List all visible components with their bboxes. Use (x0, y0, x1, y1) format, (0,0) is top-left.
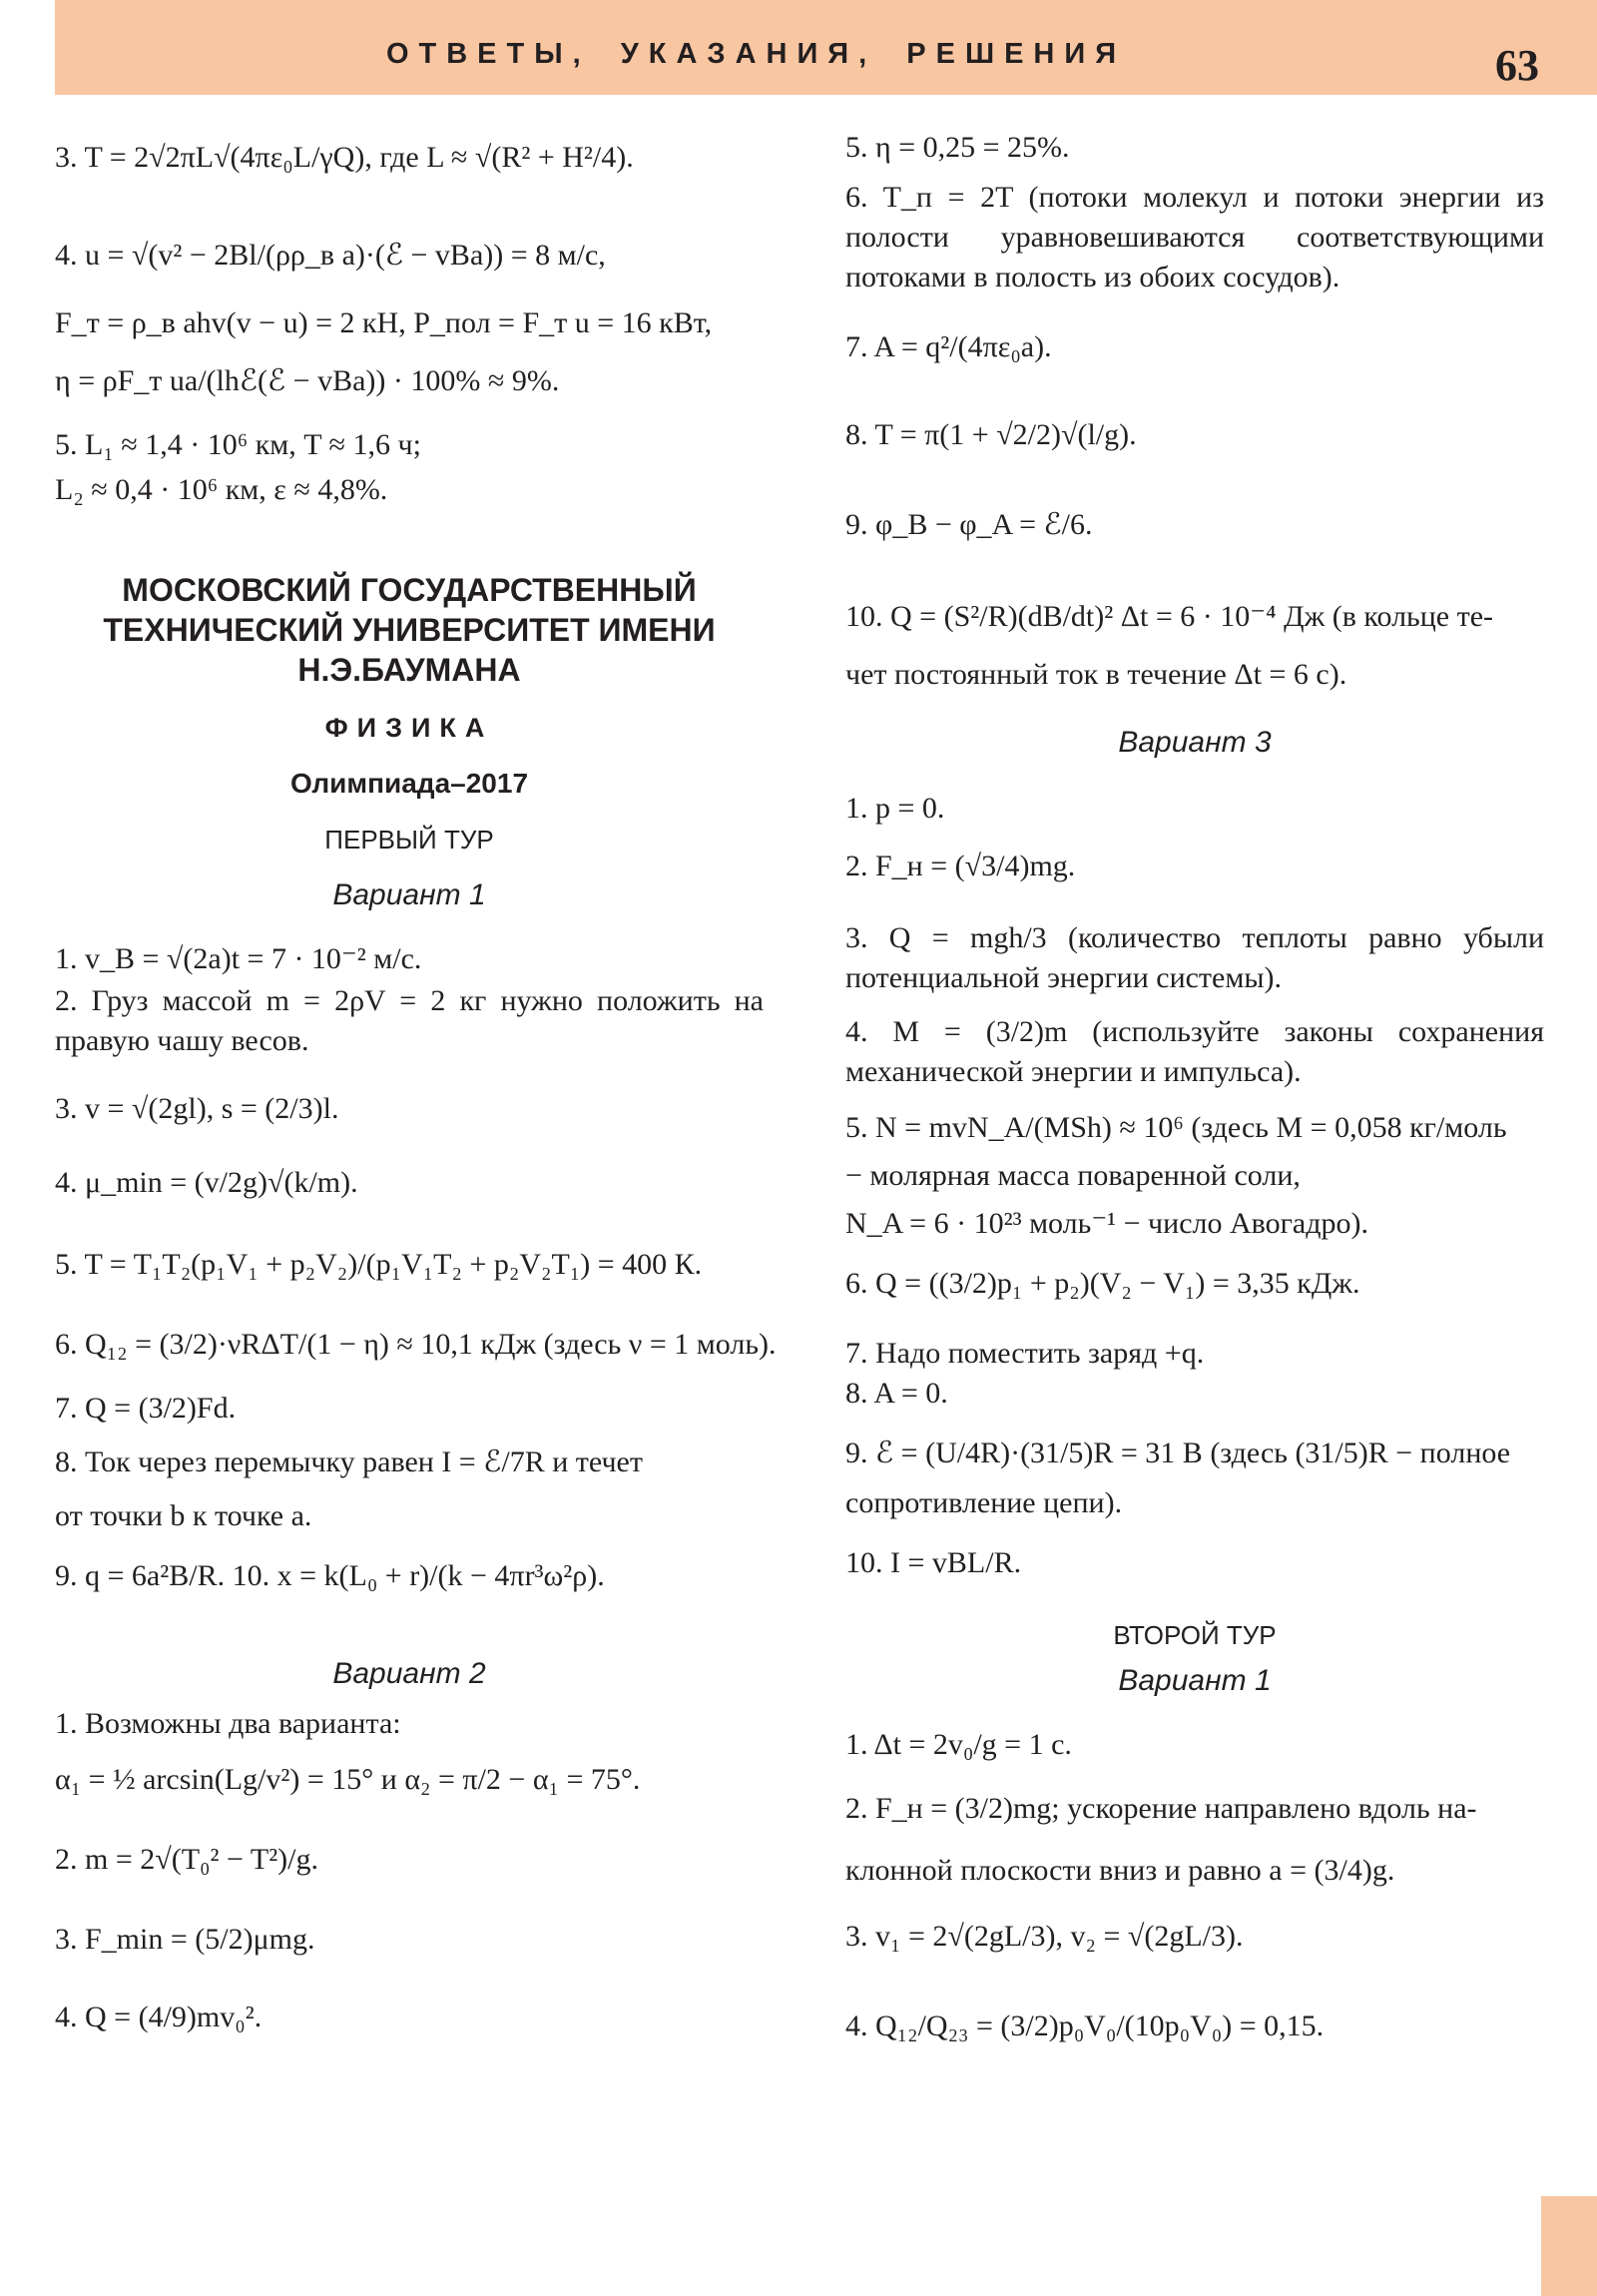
answer-line: 8. T = π(1 + √2/2)√(l/g). (845, 418, 1137, 451)
answer-line: 10. I = vBL/R. (845, 1546, 1022, 1579)
answer-line: 3. T = 2√2πL√(4πε₀L/γQ), где L ≈ √(R² + H²/4). (55, 141, 634, 174)
answer-line: 3. v₁ = 2√(2gL/3), v₂ = √(2gL/3). (845, 1920, 1244, 1953)
answer-line: 1. Δt = 2v₀/g = 1 с. (845, 1728, 1072, 1761)
answer-line: 10. Q = (S²/R)(dB/dt)² Δt = 6 · 10⁻⁴ Дж (в кольце те- (845, 600, 1494, 633)
running-header (55, 0, 1597, 95)
page-number: 63 (1495, 41, 1539, 90)
answer-line: F_т = ρ_в ahv(v − u) = 2 кН, P_пол = F_т u = 16 кВт, (55, 306, 713, 339)
answer-line: 1. v_B = √(2a)t = 7 · 10⁻² м/с. (55, 942, 422, 975)
answer-line: 1. Возможны два варианта: (55, 1707, 401, 1740)
round-heading: ВТОРОЙ ТУР (1113, 1620, 1277, 1650)
answer-line: 4. Q = (4/9)mv₀². (55, 2001, 263, 2033)
answer-line: 6. T_п = 2T (потоки молекул и потоки энергии из полости уравновешиваются соответствующими потоками в полость из обоих сосудов). (845, 181, 1544, 293)
answer-line: 7. Q = (3/2)Fd. (55, 1392, 237, 1425)
answer-line: 2. m = 2√(T₀² − T²)/g. (55, 1843, 319, 1876)
university-heading: МОСКОВСКИЙ ГОСУДАРСТВЕННЫЙ ТЕХНИЧЕСКИЙ УНИВЕРСИТЕТ ИМЕНИ Н.Э.БАУМАНА (103, 572, 716, 688)
answer-line: L₂ ≈ 0,4 · 10⁶ км, ε ≈ 4,8%. (55, 473, 388, 506)
round-heading: ПЕРВЫЙ ТУР (324, 825, 494, 855)
variant-heading: Вариант 2 (332, 1657, 486, 1690)
answer-line: 2. F_н = (√3/4)mg. (845, 850, 1076, 882)
answer-line: 3. Q = mgh/3 (количество теплоты равно убыли потенциальной энергии системы). (845, 921, 1544, 994)
header-title: ОТВЕТЫ, УКАЗАНИЯ, РЕШЕНИЯ (385, 38, 1127, 70)
answer-line: 4. μ_min = (v/2g)√(k/m). (55, 1166, 358, 1199)
side-tab (1541, 2196, 1597, 2296)
answer-line: 5. T = T₁T₂(p₁V₁ + p₂V₂)/(p₁V₁T₂ + p₂V₂T₁) = 400 К. (55, 1248, 703, 1281)
answer-line: 8. Ток через перемычку равен I = ℰ/7R и течет (55, 1445, 643, 1478)
variant-heading: Вариант 3 (1118, 726, 1272, 759)
answer-line: 9. φ_B − φ_A = ℰ/6. (845, 508, 1093, 541)
left-column (55, 118, 777, 2037)
answer-line: 3. F_min = (5/2)μmg. (55, 1923, 315, 1956)
answer-line: 2. F_н = (3/2)mg; ускорение направлено вдоль на- (845, 1792, 1477, 1825)
answer-line: 2. Груз массой m = 2ρV = 2 кг нужно положить на правую чашу весов. (55, 984, 764, 1057)
variant-heading: Вариант 1 (1118, 1664, 1272, 1697)
answer-line: 7. Надо поместить заряд +q. (845, 1337, 1205, 1370)
answer-line: 6. Q₁₂ = (3/2)·νRΔT/(1 − η) ≈ 10,1 кДж (здесь ν = 1 моль). (55, 1328, 777, 1361)
answer-line: 4. Q₁₂/Q₂₃ = (3/2)p₀V₀/(10p₀V₀) = 0,15. (845, 2009, 1325, 2042)
answer-line: 1. p = 0. (845, 792, 945, 825)
right-column (845, 118, 1544, 2062)
answer-line: чет постоянный ток в течение Δt = 6 с). (845, 658, 1347, 691)
answer-line: сопротивление цепи). (845, 1486, 1123, 1519)
answer-line: η = ρF_т ua/(lhℰ(ℰ − vBa)) · 100% ≈ 9%. (55, 364, 560, 397)
answer-line: 4. u = √(v² − 2Bl/(ρρ_в a)·(ℰ − vBa)) = 8 м/с, (55, 239, 606, 272)
answer-line: N_A = 6 · 10²³ моль⁻¹ − число Авогадро). (845, 1207, 1368, 1240)
answer-line: 9. ℰ = (U/4R)·(31/5)R = 31 В (здесь (31/5)R − полное (845, 1436, 1511, 1469)
answer-line: 4. M = (3/2)m (используйте законы сохранения механической энергии и импульса). (845, 1015, 1544, 1088)
answer-line: 8. A = 0. (845, 1377, 948, 1410)
answer-line: от точки b к точке a. (55, 1499, 312, 1532)
answer-line: 5. N = mvN_A/(MSh) ≈ 10⁶ (здесь M = 0,058 кг/моль (845, 1111, 1507, 1144)
answer-line: 5. η = 0,25 = 25%. (845, 131, 1070, 164)
answer-line: клонной плоскости вниз и равно a = (3/4)g. (845, 1854, 1395, 1887)
olympiad-heading: Олимпиада–2017 (289, 768, 529, 799)
answer-line: 6. Q = ((3/2)p₁ + p₂)(V₂ − V₁) = 3,35 кДж. (845, 1267, 1360, 1300)
answer-line: 5. L₁ ≈ 1,4 · 10⁶ км, T ≈ 1,6 ч; (55, 428, 421, 461)
answer-line: 3. v = √(2gl), s = (2/3)l. (55, 1092, 339, 1125)
answer-line: − молярная масса поваренной соли, (845, 1159, 1301, 1192)
variant-heading: Вариант 1 (332, 878, 486, 911)
subject-heading: ФИЗИКА (324, 713, 494, 743)
answer-line: 7. A = q²/(4πε₀a). (845, 330, 1052, 363)
answer-line: 9. q = 6a²B/R. 10. x = k(L₀ + r)/(k − 4πr³ω²ρ). (55, 1559, 605, 1592)
answer-line: α₁ = ½ arcsin(Lg/v²) = 15° и α₂ = π/2 − α₁ = 75°. (55, 1763, 641, 1796)
